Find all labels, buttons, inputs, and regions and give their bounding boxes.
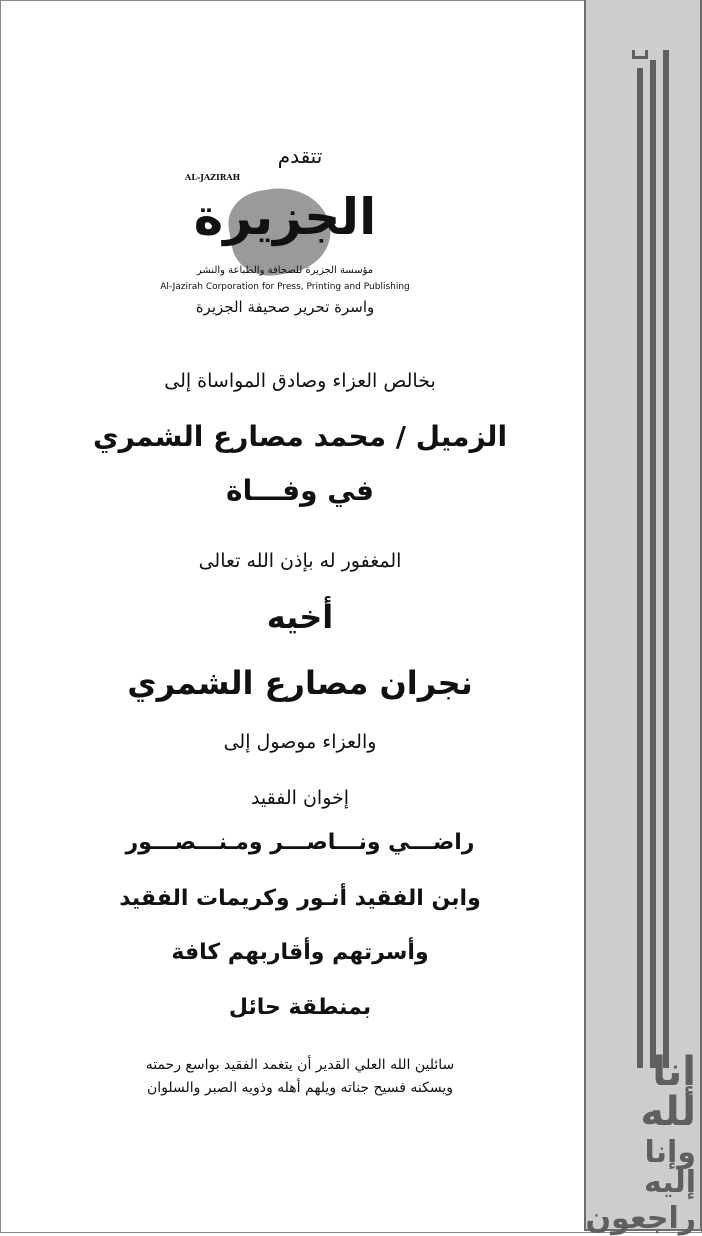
verse-line-1: إنا لله	[640, 1049, 696, 1135]
brothers-names: راضـــي ونـــاصـــر ومـنـــصـــور	[125, 830, 475, 855]
intro-text: بخالص العزاء وصادق المواساة إلى	[164, 370, 436, 392]
relation-text: أخيه	[266, 598, 334, 636]
calligraphy-stroke	[663, 50, 669, 1068]
verse-line-3: راجعون	[585, 1201, 696, 1236]
staff-line: واسرة تحرير صحيفة الجزيرة	[195, 298, 375, 316]
extended-text: والعزاء موصول إلى	[223, 731, 377, 753]
families-text: وأسرتهم وأقاربهم كافة	[171, 940, 429, 965]
logo-latin-name: AL-JAZIRAH	[185, 172, 241, 182]
logo-arabic-name: الجزيرة	[193, 188, 377, 246]
prayer-line-2: ويسكنه فسيح جناته ويلهم أهله وذويه الصبر والسلوان	[146, 1080, 454, 1096]
calligraphy-stroke	[637, 68, 643, 1068]
blessing-text: المغفور له بإذن الله تعالى	[198, 550, 402, 572]
son-daughters-text: وابن الفقيد أنـور وكريمات الفقيد	[119, 886, 481, 911]
death-text: في وفـــاة	[226, 474, 374, 507]
logo-subtitle-ar: مؤسسة الجزيرة للصحافة والطباعة والنشر	[196, 265, 374, 276]
prayer-line-1: سائلين الله العلي القدير أن يتغمد الفقيد بواسع رحمته	[145, 1057, 455, 1073]
quran-verse	[585, 1049, 696, 1236]
calligraphy-ornament-icon	[632, 50, 648, 59]
deceased-name: نجران مصارع الشمري	[127, 664, 473, 702]
side-panel	[584, 0, 702, 1236]
colleague-name: الزميل / محمد مصارع الشمري	[92, 420, 508, 453]
calligraphy-stroke	[650, 60, 656, 1068]
region-text: بمنطقة حائل	[228, 995, 372, 1020]
al-jazirah-logo	[160, 172, 420, 328]
verse-line-2: وإنا إليه	[644, 1135, 696, 1200]
presenter-text: تتقدم	[277, 144, 323, 168]
logo-subtitle-en: Al-Jazirah Corporation for Press, Printing and Publishing	[160, 282, 410, 292]
brothers-label: إخوان الفقيد	[250, 787, 350, 809]
